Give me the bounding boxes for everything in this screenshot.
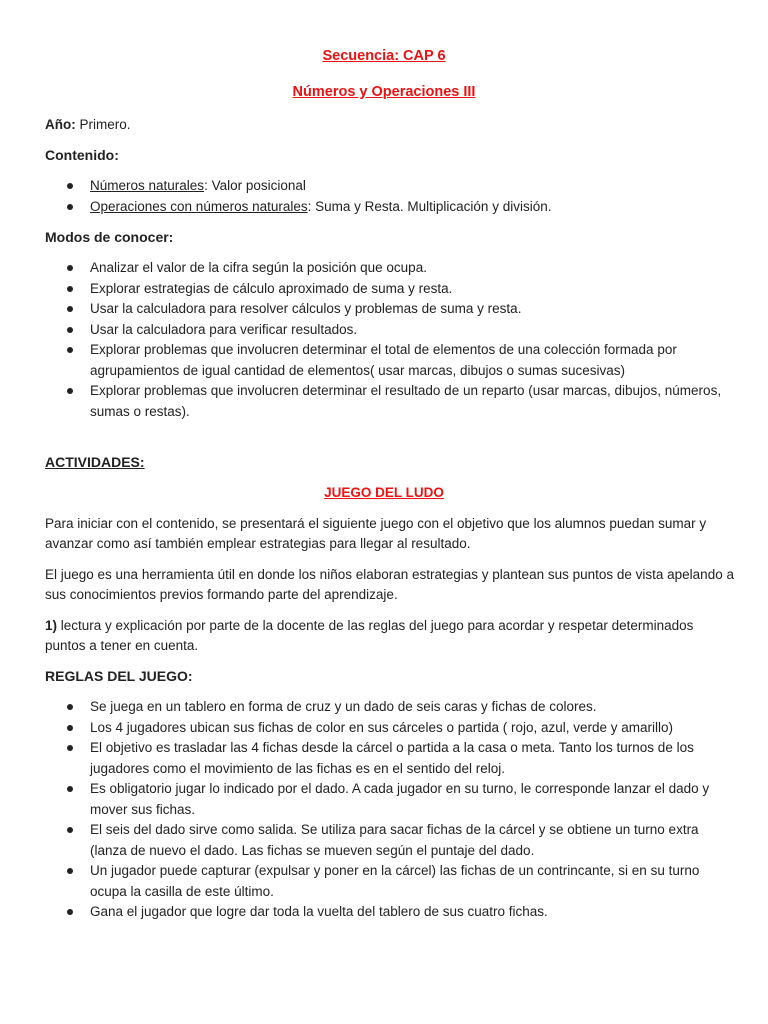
- step-number: 1): [45, 618, 58, 633]
- document-title: Secuencia: CAP 6: [322, 48, 446, 64]
- modos-list: [0, 258, 768, 422]
- list-item-text: Explorar problemas que involucren determinar el total de elementos de una colección formada por agrupamientos de igual cantidad de elementos( usar marcas, dibujos o sumas sucesivas): [90, 342, 677, 378]
- list-item: [0, 258, 768, 279]
- juego-title: JUEGO DEL LUDO: [324, 485, 444, 500]
- list-item-text: Analizar el valor de la cifra según la posición que ocupa.: [90, 260, 427, 275]
- list-item-text: Un jugador puede capturar (expulsar y poner en la cárcel) las fichas de un contrincante, si en su turno ocupa la casilla de este último.: [90, 863, 700, 899]
- bullet-icon: [67, 183, 73, 189]
- list-item: [0, 279, 768, 300]
- step-text: lectura y explicación por parte de la docente de las reglas del juego para acordar y respetar determinados puntos a tener en cuenta.: [45, 618, 694, 653]
- list-item-text: Es obligatorio jugar lo indicado por el dado. A cada jugador en su turno, le corresponde lanzar el dado y mover sus fichas.: [90, 781, 710, 817]
- anio-label: Año:: [45, 117, 76, 132]
- list-item-text: Explorar estrategias de cálculo aproximado de suma y resta.: [90, 280, 453, 296]
- list-item: [0, 718, 768, 739]
- bullet-icon: [67, 827, 73, 833]
- bullet-icon: [67, 204, 73, 210]
- paragraph: Para iniciar con el contenido, se presentará el siguiente juego con el objetivo que los alumnos puedan sumar y avanzar como así también emplear estrategias para llegar al resultado.: [45, 516, 707, 551]
- list-item-text: El seis del dado sirve como salida. Se utiliza para sacar fichas de la cárcel y se obtiene un turno extra (lanza de nuevo el dado. Las fichas se mueven según el puntaje del dado.: [90, 822, 699, 858]
- bullet-icon: [67, 327, 73, 333]
- bullet-icon: [67, 909, 73, 915]
- contenido-rest: : Suma y Resta. Multiplicación y división.: [307, 198, 552, 214]
- list-item: [0, 320, 768, 341]
- list-item: [0, 340, 768, 381]
- document-subtitle: Números y Operaciones III: [292, 84, 476, 100]
- list-item: [0, 779, 768, 820]
- reglas-heading: REGLAS DEL JUEGO:: [45, 668, 193, 684]
- contenido-rest: : Valor posicional: [204, 178, 306, 193]
- bullet-icon: [67, 725, 73, 731]
- actividades-heading: ACTIVIDADES:: [45, 454, 145, 470]
- list-item-text: Los 4 jugadores ubican sus fichas de color en sus cárceles o partida ( rojo, azul, verde y amarillo): [90, 719, 674, 735]
- bullet-icon: [67, 745, 73, 751]
- list-item: [0, 738, 768, 779]
- anio-line: [45, 115, 735, 135]
- step-1: [45, 616, 735, 656]
- modos-heading: Modos de conocer:: [45, 229, 174, 245]
- list-item-text: Usar la calculadora para resolver cálculos y problemas de suma y resta.: [90, 301, 522, 316]
- bullet-icon: [67, 347, 73, 353]
- list-item: [0, 197, 768, 218]
- list-item-text: Se juega en un tablero en forma de cruz y un dado de seis caras y fichas de colores.: [90, 699, 597, 714]
- paragraph: El juego es una herramienta útil en donde los niños elaboran estrategias y plantean sus puntos de vista apelando a sus conocimientos previos formando parte del aprendizaje.: [45, 567, 734, 602]
- list-item: [0, 902, 768, 923]
- bullet-icon: [67, 868, 73, 874]
- bullet-icon: [67, 704, 73, 710]
- list-item: [0, 861, 768, 902]
- list-item-text: Usar la calculadora para verificar resultados.: [90, 321, 358, 337]
- list-item: [0, 176, 768, 197]
- list-item: [0, 820, 768, 861]
- anio-value: Primero.: [75, 117, 131, 132]
- list-item: [0, 299, 768, 320]
- bullet-icon: [67, 265, 73, 271]
- list-item-text: Explorar problemas que involucren determinar el resultado de un reparto (usar marcas, dibujos, números, sumas o restas).: [90, 383, 722, 419]
- bullet-icon: [67, 306, 73, 312]
- contenido-topic: Operaciones con números naturales: [90, 198, 308, 214]
- bullet-icon: [67, 786, 73, 792]
- bullet-icon: [67, 388, 73, 394]
- list-item: [0, 697, 768, 718]
- contenido-heading: Contenido:: [45, 147, 119, 163]
- reglas-list: [0, 697, 768, 923]
- list-item: [0, 381, 768, 422]
- contenido-list: [0, 176, 768, 217]
- list-item-text: Gana el jugador que logre dar toda la vuelta del tablero de sus cuatro fichas.: [90, 904, 548, 919]
- contenido-topic: Números naturales: [90, 178, 205, 193]
- list-item-text: El objetivo es trasladar las 4 fichas desde la cárcel o partida a la casa o meta. Tanto los turnos de los jugadores como el movimiento de las fichas es en el sentido del reloj.: [90, 740, 694, 776]
- bullet-icon: [67, 286, 73, 292]
